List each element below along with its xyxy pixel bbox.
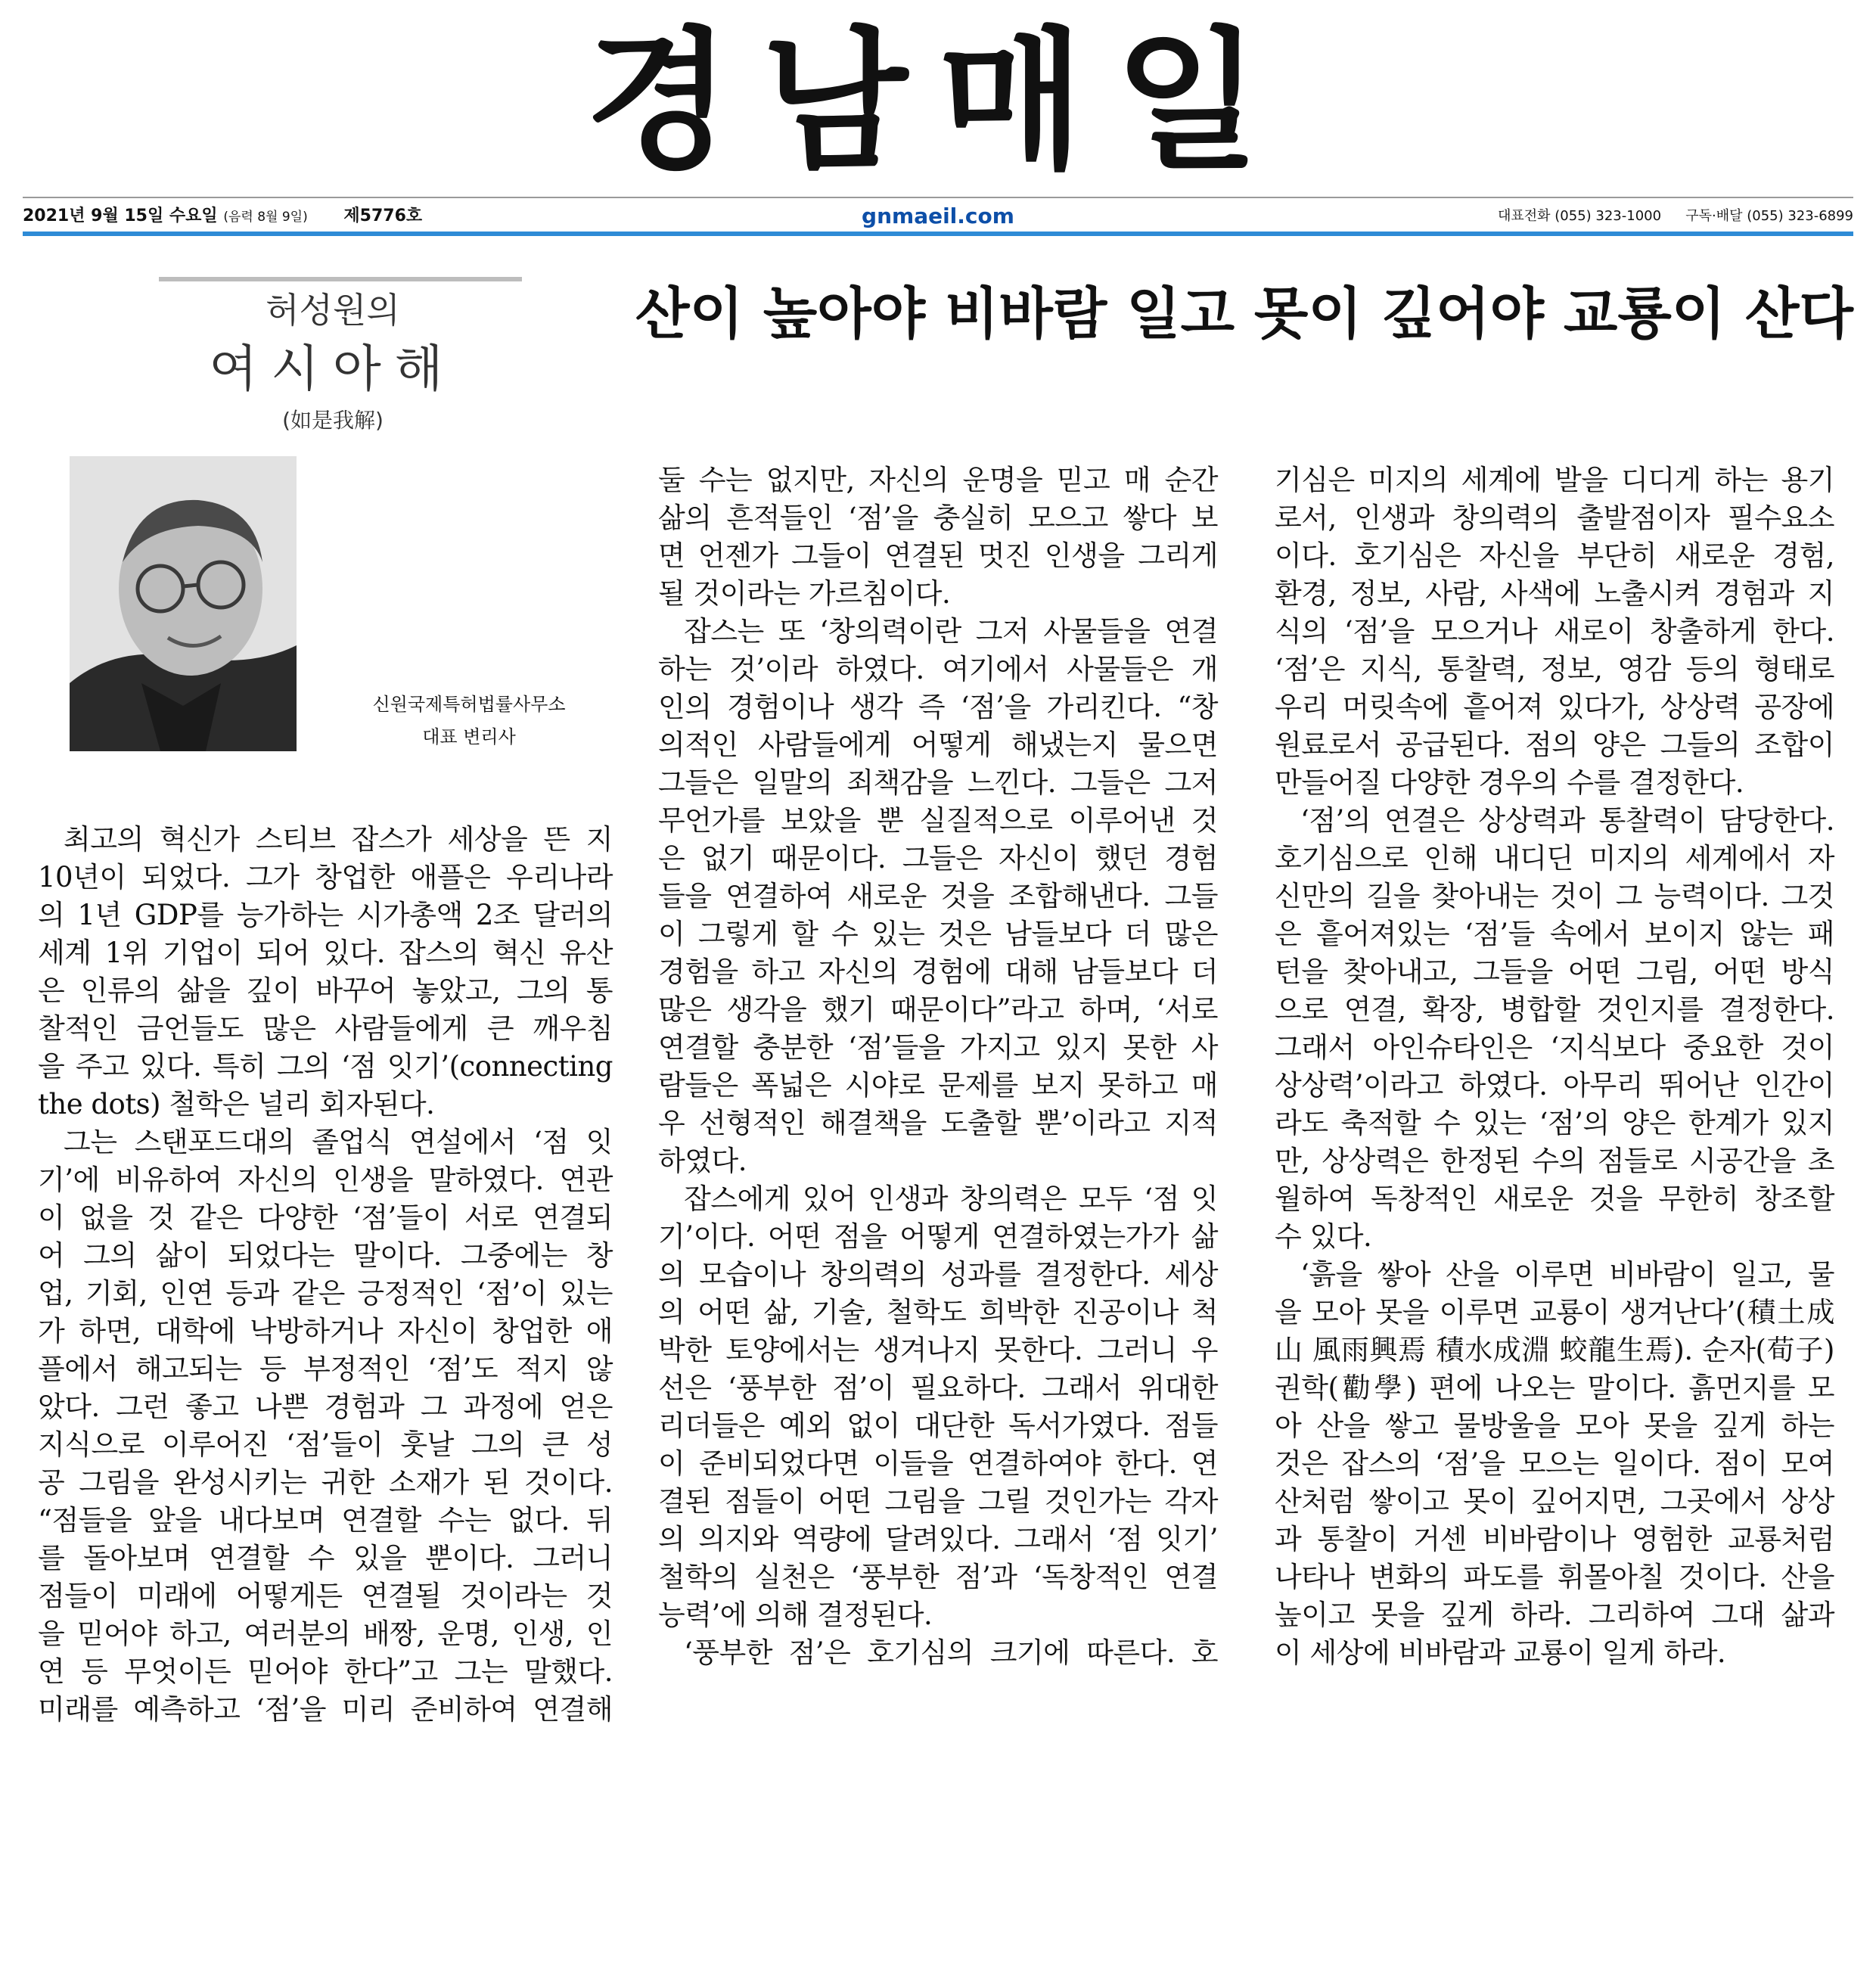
article-line: 잡스는 또 ‘창의력이란 그저 사물들을 연결	[684, 615, 1218, 648]
article-line: 면 언젠가 그들이 연결된 멋진 인생을 그리게	[658, 539, 1218, 572]
article-line: 그래서 아인슈타인은 ‘지식보다 중요한 것이	[1275, 1031, 1834, 1064]
author-organization: 신원국제특허법률사무소	[372, 694, 566, 715]
article-line: 을 주고 있다. 특히 그의 ‘점 잇기’(connecting	[38, 1050, 613, 1083]
article-line: 어 그의 삶이 되었다는 말이다. 그중에는 창	[38, 1239, 613, 1272]
author-role: 대표 변리사	[422, 726, 516, 747]
article-line: 이 없을 것 같은 다양한 ‘점’들이 서로 연결되	[38, 1201, 613, 1234]
author-photo	[70, 456, 297, 751]
article-line: 라도 축적할 수 있는 ‘점’의 양은 한계가 있지	[1275, 1107, 1834, 1139]
article-line: 결된 점들이 어떤 그림을 그릴 것인가는 각자	[658, 1485, 1218, 1518]
article-line: 될 것이라는 가르침이다.	[658, 577, 951, 610]
article-line: 의 모습이나 창의력의 성과를 결정한다. 세상	[658, 1258, 1218, 1291]
dateline-top-rule	[23, 197, 1853, 198]
article-line: 권학(勸學) 편에 나오는 말이다. 흙먼지를 모	[1275, 1372, 1834, 1404]
article-line: 이 그렇게 할 수 있는 것은 남들보다 더 많은	[658, 918, 1218, 950]
article-line: 인의 경험이나 생각 즉 ‘점’을 가리킨다. “창	[658, 691, 1218, 723]
issue-number: 제5776호	[343, 207, 423, 225]
column-author-name: 허성원의	[266, 290, 400, 331]
article-line: 이다. 호기심은 자신을 부단히 새로운 경험,	[1275, 539, 1834, 572]
article-line: 과 통찰이 거센 비바람이나 영험한 교룡처럼	[1275, 1523, 1834, 1555]
article-line: 산처럼 쌓이고 못이 깊어지면, 그곳에서 상상	[1275, 1485, 1834, 1518]
article-line: 우 선형적인 해결책을 도출할 뿐’이라고 지적	[658, 1107, 1218, 1139]
article-line: 수 있다.	[1275, 1220, 1372, 1253]
article-line: 삶의 흔적들인 ‘점’을 충실히 모으고 쌓다 보	[658, 502, 1218, 534]
article-line: 공 그림을 완성시키는 귀한 소재가 된 것이다.	[38, 1466, 613, 1499]
article-line: 신만의 길을 찾아내는 것이 그 능력이다. 그것	[1275, 880, 1834, 912]
article-line: 우리 머릿속에 흩어져 있다가, 상상력 공장에	[1275, 691, 1834, 723]
article-line: 나타나 변화의 파도를 휘몰아칠 것이다. 산을	[1275, 1561, 1834, 1593]
article-line: 은 인류의 삶을 깊이 바꾸어 놓았고, 그의 통	[38, 974, 613, 1007]
article-line: 의 의지와 역량에 달려있다. 그래서 ‘점 잇기’	[658, 1523, 1218, 1555]
article-line: the dots) 철학은 널리 회자된다.	[38, 1088, 435, 1120]
article-line: 그들은 일말의 죄책감을 느낀다. 그들은 그저	[658, 766, 1218, 799]
article-line: 하였다.	[658, 1145, 747, 1177]
article-line: ‘풍부한 점’은 호기심의 크기에 따른다. 호	[684, 1636, 1218, 1669]
article-line: 미래를 예측하고 ‘점’을 미리 준비하여 연결해	[38, 1693, 613, 1726]
column-header-rule	[159, 277, 522, 281]
dateline-bottom-rule	[23, 232, 1853, 236]
article-line: 둘 수는 없지만, 자신의 운명을 믿고 매 순간	[658, 464, 1218, 496]
website-link[interactable]: gnmaeil.com	[862, 204, 1014, 228]
article-line: 의적인 사람들에게 어떻게 해냈는지 물으면	[658, 729, 1218, 761]
article-line: 았다. 그런 좋고 나쁜 경험과 그 과정에 얻은	[38, 1391, 613, 1423]
dateline	[23, 203, 1853, 230]
article-line: 경험을 하고 자신의 경험에 대해 남들보다 더	[658, 956, 1218, 988]
article-line: 람들은 폭넓은 시야로 문제를 보지 못하고 매	[658, 1069, 1218, 1102]
lunar-date: (음력 8월 9일)	[223, 210, 308, 225]
article-headline: 산이 높아야 비바람 일고 못이 깊어야 교룡이 산다	[635, 281, 1854, 346]
article-line: 만, 상상력은 한정된 수의 점들로 시공간을 초	[1275, 1145, 1834, 1177]
delivery-phone: 구독·배달 (055) 323-6899	[1685, 208, 1853, 224]
article-line: 리더들은 예외 없이 대단한 독서가였다. 점들	[658, 1409, 1218, 1442]
article-line: 철학의 실천은 ‘풍부한 점’과 ‘독창적인 연결	[658, 1561, 1218, 1593]
article-line: 턴을 찾아내고, 그들을 어떤 그림, 어떤 방식	[1275, 956, 1834, 988]
article-line: 을 믿어야 하고, 여러분의 배짱, 운명, 인생, 인	[38, 1618, 613, 1650]
article-line: 무언가를 보았을 뿐 실질적으로 이루어낸 것	[658, 804, 1218, 837]
article-line: 으로 연결, 확장, 병합할 것인지를 결정한다.	[1275, 993, 1834, 1026]
article-line: 높이고 못을 깊게 하라. 그리하여 그대 삶과	[1275, 1599, 1834, 1631]
article-line: 연 등 무엇이든 믿어야 한다”고 그는 말했다.	[38, 1655, 613, 1688]
article-line: 가 하면, 대학에 낙방하거나 자신이 창업한 애	[38, 1315, 613, 1347]
newspaper-masthead: 경남매일	[585, 14, 1291, 190]
article-line: 연결할 충분한 ‘점’들을 가지고 있지 못한 사	[658, 1031, 1218, 1064]
article-line: 이 준비되었다면 이들을 연결하여야 한다. 연	[658, 1447, 1218, 1480]
article-line: 만들어질 다양한 경우의 수를 결정한다.	[1275, 766, 1744, 799]
article-line: 기’에 비유하여 자신의 인생을 말하였다. 연관	[38, 1164, 613, 1196]
article-line: 능력’에 의해 결정된다.	[658, 1599, 933, 1631]
article-line: 은 흩어져있는 ‘점’들 속에서 보이지 않는 패	[1275, 918, 1834, 950]
article-line: 이 세상에 비바람과 교룡이 일게 하라.	[1275, 1636, 1726, 1669]
article-line: 의 어떤 삶, 기술, 철학도 희박한 진공이나 척	[658, 1296, 1218, 1328]
article-line: 식의 ‘점’을 모으거나 새로이 창출하게 한다.	[1275, 615, 1834, 648]
article-line: 잡스에게 있어 인생과 창의력은 모두 ‘점 잇	[684, 1182, 1218, 1215]
article-line: 지식으로 이루어진 ‘점’들이 훗날 그의 큰 성	[38, 1428, 613, 1461]
article-line: 세계 1위 기업이 되어 있다. 잡스의 혁신 유산	[38, 937, 613, 969]
article-line: 점들이 미래에 어떻게든 연결될 것이라는 것	[38, 1580, 613, 1612]
article-line: 10년이 되었다. 그가 창업한 애플은 우리나라	[38, 861, 613, 893]
article-line: 그는 스탠포드대의 졸업식 연설에서 ‘점 잇	[64, 1126, 613, 1158]
article-line: 들을 연결하여 새로운 것을 조합해낸다. 그들	[658, 880, 1218, 912]
article-line: 박한 토양에서는 생겨나지 못한다. 그러니 우	[658, 1334, 1218, 1366]
article-line: 하는 것’이라 하였다. 여기에서 사물들은 개	[658, 653, 1218, 685]
column-title-hanja: (如是我解)	[282, 408, 384, 433]
article-line: 山 風雨興焉 積水成淵 蛟龍生焉). 순자(荀子)	[1275, 1334, 1834, 1366]
article-line: 환경, 정보, 사람, 사색에 노출시켜 경험과 지	[1275, 577, 1834, 610]
article-line: 호기심으로 인해 내디딘 미지의 세계에서 자	[1275, 842, 1834, 875]
article-line: 은 없기 때문이다. 그들은 자신이 했던 경험	[658, 842, 1218, 875]
issue-date: 2021년 9월 15일 수요일	[23, 207, 218, 225]
article-line: 찰적인 금언들도 많은 사람들에게 큰 깨우침	[38, 1012, 613, 1045]
article-line: 을 모아 못을 이루면 교룡이 생겨난다’(積土成	[1275, 1296, 1834, 1328]
article-line: 의 1년 GDP를 능가하는 시가총액 2조 달러의	[38, 899, 613, 931]
article-line: 많은 생각을 했기 때문이다”라고 하며, ‘서로	[658, 993, 1218, 1026]
article-line: 최고의 혁신가 스티브 잡스가 세상을 뜬 지	[64, 823, 613, 856]
article-line: 플에서 해고되는 등 부정적인 ‘점’도 적지 않	[38, 1353, 613, 1385]
article-line: 업, 기회, 인연 등과 같은 긍정적인 ‘점’이 있는	[38, 1277, 613, 1310]
article-line: 기심은 미지의 세계에 발을 디디게 하는 용기	[1275, 464, 1834, 496]
main-phone: 대표전화 (055) 323-1000	[1498, 208, 1662, 224]
article-line: 월하여 독창적인 새로운 것을 무한히 창조할	[1275, 1182, 1834, 1215]
column-title: 여시아해	[209, 340, 457, 398]
article-line: 원료로서 공급된다. 점의 양은 그들의 조합이	[1275, 729, 1834, 761]
article-line: ‘점’은 지식, 통찰력, 정보, 영감 등의 형태로	[1275, 653, 1834, 685]
article-line: 기’이다. 어떤 점을 어떻게 연결하였는가가 삶	[658, 1220, 1218, 1253]
article-line: ‘점’의 연결은 상상력과 통찰력이 담당한다.	[1300, 804, 1834, 837]
article-line: ‘흙을 쌓아 산을 이루면 비바람이 일고, 물	[1300, 1258, 1834, 1291]
article-line: 선은 ‘풍부한 점’이 필요하다. 그래서 위대한	[658, 1372, 1218, 1404]
article-line: 아 산을 쌓고 물방울을 모아 못을 깊게 하는	[1275, 1409, 1834, 1442]
article-line: “점들을 앞을 내다보며 연결할 수는 없다. 뒤	[38, 1504, 613, 1537]
article-line: 상상력’이라고 하였다. 아무리 뛰어난 인간이	[1275, 1069, 1834, 1102]
article-line: 로서, 인생과 창의력의 출발점이자 필수요소	[1275, 502, 1834, 534]
article-line: 를 돌아보며 연결할 수 있을 뿐이다. 그러니	[38, 1542, 613, 1574]
article-line: 것은 잡스의 ‘점’을 모으는 일이다. 점이 모여	[1275, 1447, 1834, 1480]
